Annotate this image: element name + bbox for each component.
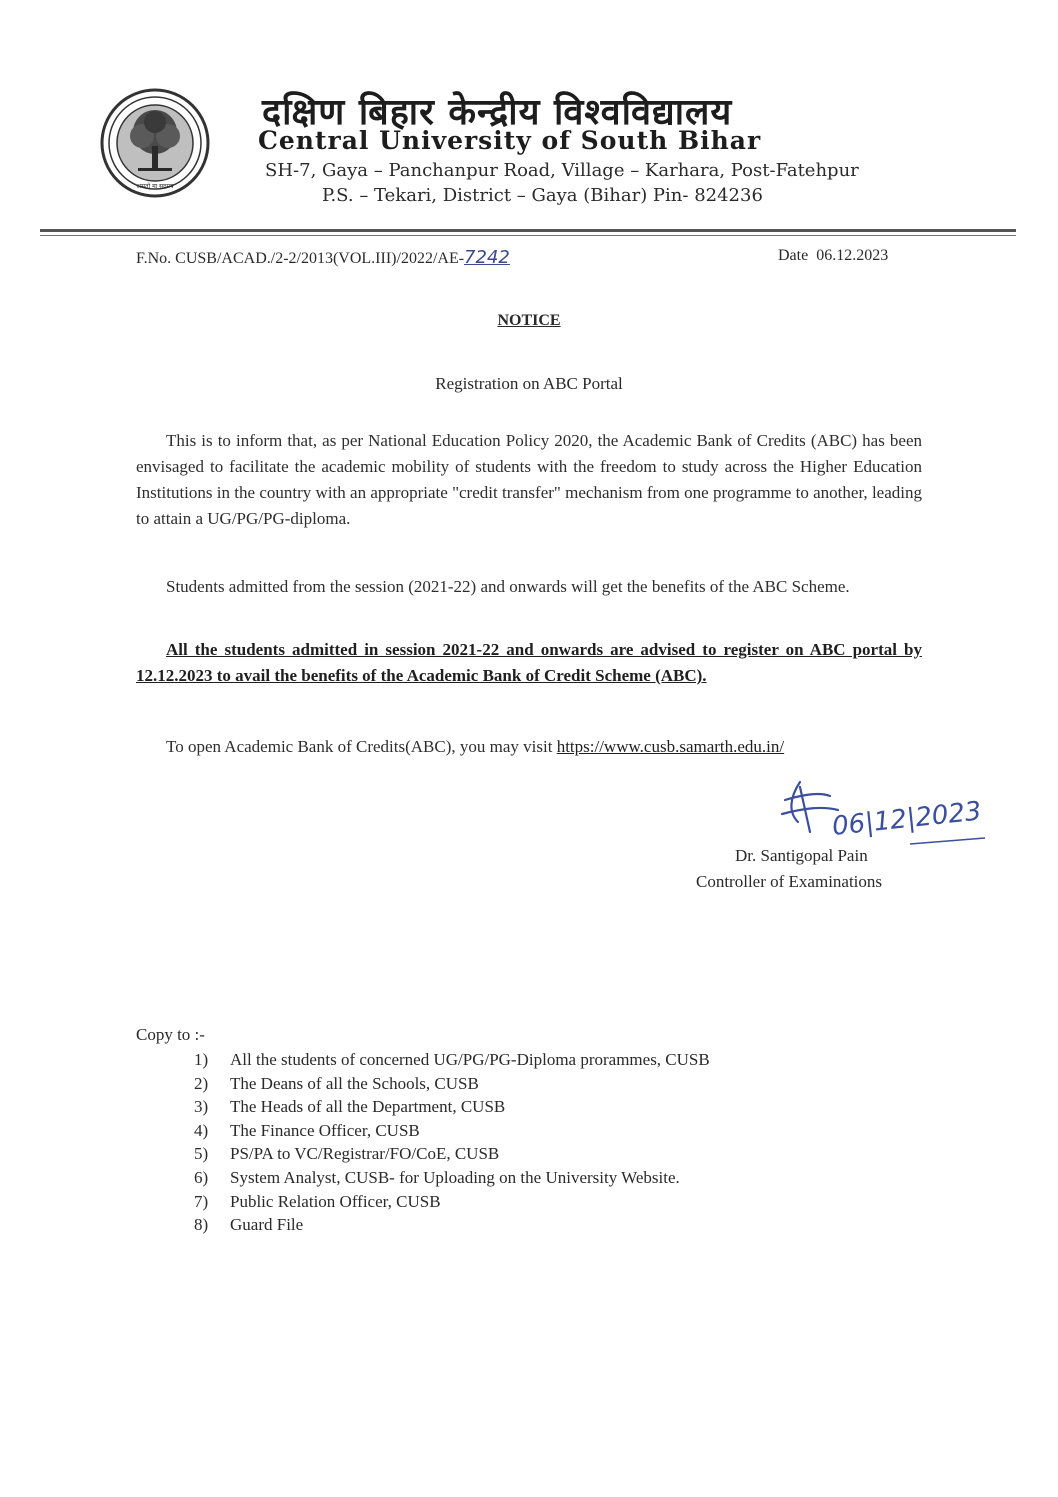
- university-seal-tree-icon: [100, 88, 210, 198]
- file-number: [136, 247, 510, 268]
- address-line-1: SH-7, Gaya – Panchanpur Road, Village – Karhara, Post-Fatehpur: [265, 160, 859, 181]
- header-divider: [40, 229, 1016, 232]
- list-item: 1) All the students of concerned UG/PG/PG-Diploma prorammes, CUSB: [194, 1050, 710, 1069]
- list-item: 6) System Analyst, CUSB- for Uploading on the University Website.: [194, 1167, 680, 1187]
- signatory-designation: Controller of Examinations: [696, 872, 883, 891]
- date-label: Date: [778, 247, 809, 264]
- list-item: 2) The Deans of all the Schools, CUSB: [194, 1073, 479, 1093]
- signatory-name: Dr. Santigopal Pain: [735, 846, 868, 865]
- copy-to-list: [194, 1048, 710, 1237]
- list-item: 7) Public Relation Officer, CUSB: [194, 1191, 441, 1211]
- list-item: 5) PS/PA to VC/Registrar/FO/CoE, CUSB: [194, 1144, 500, 1164]
- list-item: 4) The Finance Officer, CUSB: [194, 1120, 420, 1140]
- header-divider-thin: [40, 235, 1016, 236]
- university-name-hindi: दक्षिण बिहार केन्द्रीय विश्वविद्यालय: [262, 92, 733, 133]
- file-number-handwritten: 7242: [464, 247, 510, 268]
- portal-link[interactable]: https://www.cusb.samarth.edu.in/: [556, 737, 785, 756]
- signature-date: 06|12|2023: [830, 796, 983, 842]
- file-number-prefix: F.No. CUSB/ACAD./2-2/2013(VOL.III)/2022/AE-: [136, 250, 465, 267]
- portal-instruction: To open Academic Bank of Credits(ABC), you may visit: [166, 737, 557, 756]
- logo-motto: असतो मा सद्गमय: [136, 183, 174, 190]
- notice-paragraph-3: All the students admitted in session 2021-22 and onwards are advised to register on ABC portal by 12.12.2023 to avail the benefits of the Academic Bank of Credit Scheme (ABC).: [136, 640, 922, 685]
- notice-paragraph-2: Students admitted from the session (2021-22) and onwards will get the benefits of the ABC Scheme.: [166, 577, 850, 596]
- copy-to-label: Copy to :-: [136, 1025, 205, 1044]
- signature-icon: [760, 772, 1010, 852]
- notice-date: [778, 247, 888, 265]
- notice-paragraph-1: This is to inform that, as per National Education Policy 2020, the Academic Bank of Credits (ABC) has been envisaged to facilitate the academic mobility of students with the freedom to study across the Higher Education Institutions in the country with an appropriate "credit transfer" mechanism from one programme to another, leading to attain a UG/PG/PG-diploma.: [136, 431, 922, 528]
- date-value: 06.12.2023: [816, 247, 889, 264]
- address-line-2: P.S. – Tekari, District – Gaya (Bihar) Pin- 824236: [322, 185, 763, 206]
- notice-subject: Registration on ABC Portal: [435, 374, 623, 393]
- university-name-english: Central University of South Bihar: [258, 126, 762, 155]
- notice-title: NOTICE: [497, 312, 561, 329]
- list-item: 8) Guard File: [194, 1215, 304, 1235]
- notice-paragraph-4: [136, 734, 922, 760]
- list-item: 3) The Heads of all the Department, CUSB: [194, 1097, 506, 1117]
